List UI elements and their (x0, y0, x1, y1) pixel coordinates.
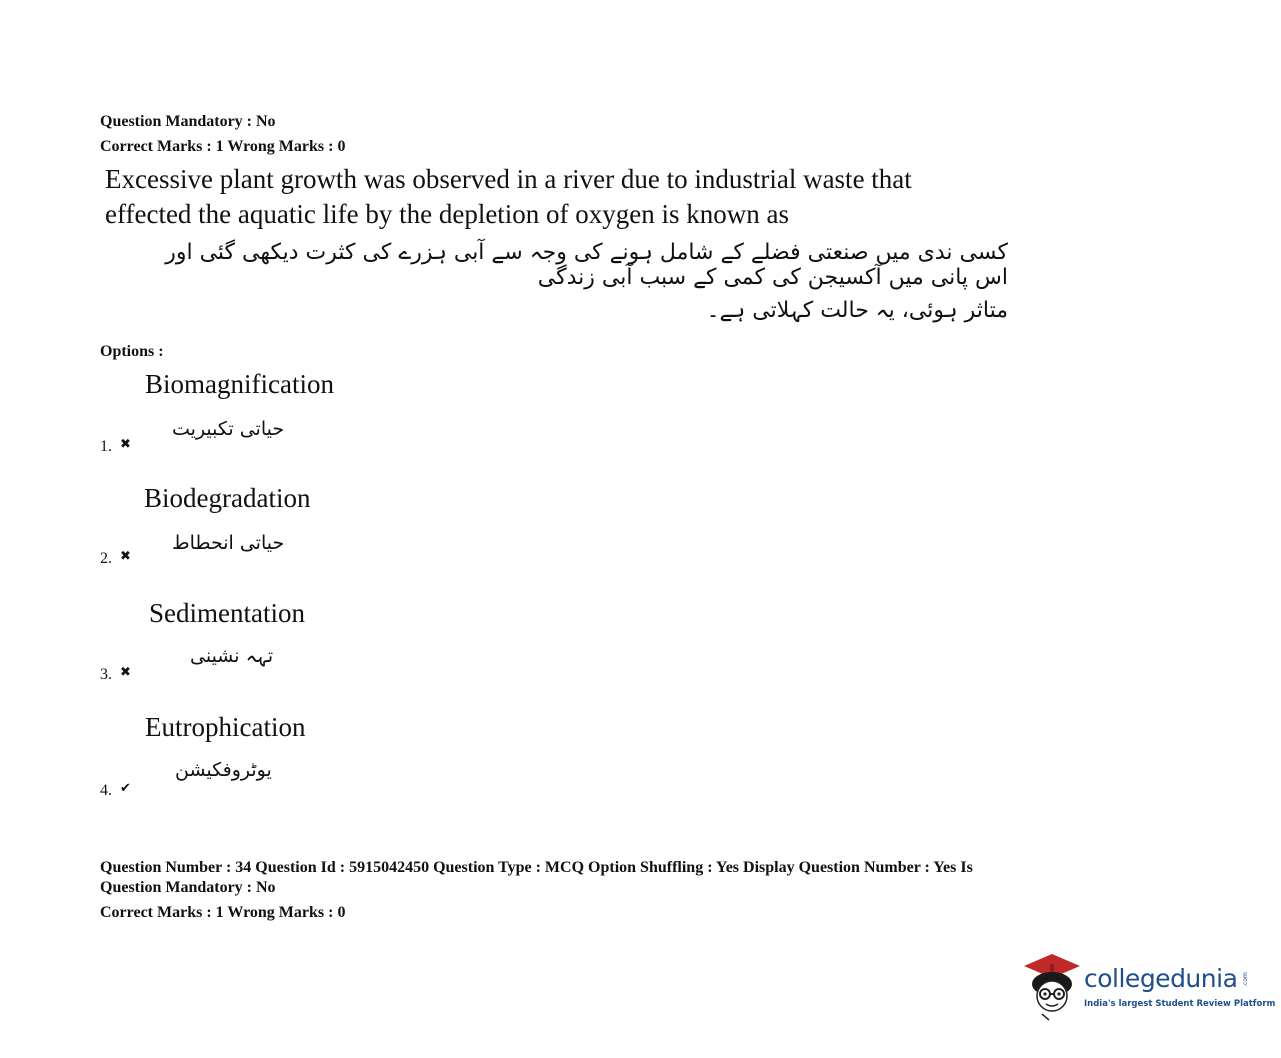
option-3-number: 3. (100, 666, 112, 683)
logo-tagline: India's largest Student Review Platform (1084, 999, 1276, 1009)
question-line-2: effected the aquatic life by the depletion of oxygen is known as (105, 199, 790, 229)
option-4-number: 4. (100, 782, 112, 799)
check-icon: ✔ (120, 781, 131, 796)
logo-suffix: .com (1241, 972, 1249, 987)
logo-wordmark: collegedunia (1084, 964, 1238, 993)
question-mandatory: Question Mandatory : No (100, 113, 276, 130)
options-label: Options : (100, 343, 164, 360)
option-4-english: Eutrophication (145, 712, 306, 742)
next-question-info: Question Number : 34 Question Id : 5915042450 Question Type : MCQ Option Shuffling : Yes Display Question Number : Yes Is (100, 859, 973, 876)
question-text-urdu-line-2: متاثر ہوئی، یہ حالت کہلاتی ہے۔ (706, 298, 1008, 323)
option-2-english: Biodegradation (144, 483, 311, 513)
option-1-english: Biomagnification (145, 369, 334, 399)
option-4-urdu: یوٹروفکیشن (175, 759, 272, 781)
cross-icon: ✖ (120, 549, 131, 564)
question-text-urdu-line-1: کسی ندی میں صنعتی فضلے کے شامل ہونے کی وجہ سے آبی ہزرے کی کثرت دیکھی گئی اور اس پانی میں آکسیجن کی کمی کے سبب آبی زندگی (165, 240, 1008, 290)
next-question-mandatory: Question Mandatory : No (100, 879, 276, 896)
option-1-urdu: حیاتی تکبیریت (172, 418, 285, 440)
option-1-number: 1. (100, 438, 112, 455)
question-text-english (105, 162, 1045, 232)
cross-icon: ✖ (120, 665, 131, 680)
option-3-urdu: تہہ نشینی (190, 645, 274, 667)
mascot-icon (1022, 950, 1082, 1022)
option-2-urdu: حیاتی انحطاط (172, 532, 285, 554)
next-question-marks: Correct Marks : 1 Wrong Marks : 0 (100, 904, 346, 921)
question-marks: Correct Marks : 1 Wrong Marks : 0 (100, 138, 346, 155)
cross-icon: ✖ (120, 437, 131, 452)
option-2-number: 2. (100, 550, 112, 567)
collegedunia-logo[interactable] (1022, 950, 1276, 1022)
question-line-1: Excessive plant growth was observed in a river due to industrial waste that (105, 164, 912, 194)
option-3-english: Sedimentation (149, 598, 305, 628)
